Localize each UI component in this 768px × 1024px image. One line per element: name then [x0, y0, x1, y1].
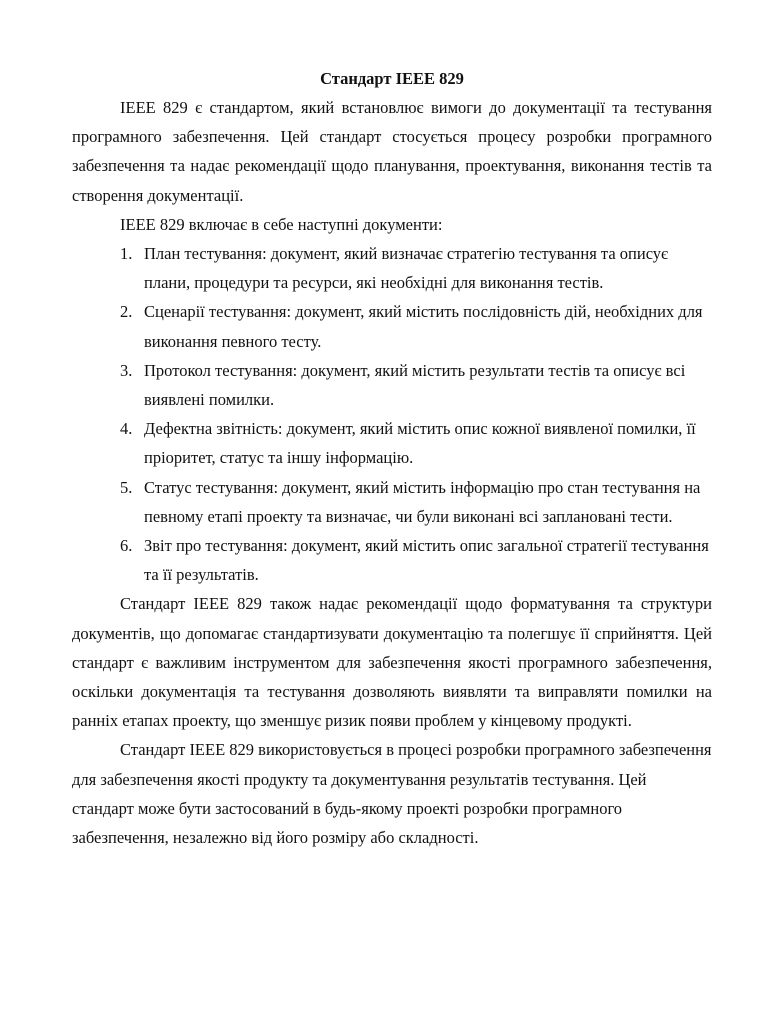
list-item — [72, 473, 712, 531]
formatting-paragraph: Стандарт IEEE 829 також надає рекомендації щодо форматування та структури документів, що допомагає стандартизувати документацію та полегшує її сприйняття. Цей стандарт є важливим інструментом для забезпечення якості програмного забезпечення, оскільки документація та тестування дозволяють виявляти та виправляти помилки на ранніх етапах проекту, що зменшує ризик появи проблем у кінцевому продукті. — [72, 594, 712, 731]
list-item-number: 5. — [120, 477, 133, 497]
list-item — [72, 414, 712, 472]
documents-list — [72, 239, 712, 589]
list-item — [72, 356, 712, 414]
document-page — [72, 64, 712, 852]
list-intro-paragraph: IEEE 829 включає в себе наступні документи: — [120, 214, 443, 234]
list-item-number: 6. — [120, 536, 133, 556]
document-title: Стандарт IEEE 829 — [320, 69, 464, 88]
list-item — [72, 531, 712, 589]
list-item — [72, 239, 712, 297]
list-item-text: План тестування: документ, який визначає стратегію тестування та описує плани, процедури та ресурси, які необхідні для виконання тестів. — [144, 244, 669, 293]
list-item-number: 2. — [120, 302, 133, 322]
list-item-text: Протокол тестування: документ, який містить результати тестів та описує всі виявлені помилки. — [144, 360, 686, 410]
list-item-text: Статус тестування: документ, який містить інформацію про стан тестування на певному етапі проекту та визначає, чи були виконані всі заплановані тести. — [144, 477, 701, 526]
list-item-text: Дефектна звітність: документ, який містить опис кожної виявленої помилки, її пріоритет, статус та іншу інформацію. — [144, 419, 696, 468]
list-item-text: Звіт про тестування: документ, який містить опис загальної стратегії тестування та її результатів. — [144, 536, 709, 585]
usage-paragraph: Стандарт IEEE 829 використовується в процесі розробки програмного забезпечення для забезпечення якості продукту та документування результатів тестування. Цей стандарт може бути застосований в будь-якому проекті розробки програмного забезпечення, незалежно від його розміру або складності. — [72, 740, 712, 848]
list-item-number: 1. — [120, 244, 133, 264]
list-item-text: Сценарії тестування: документ, який містить послідовність дій, необхідних для виконання певного тесту. — [144, 302, 703, 351]
list-item — [72, 297, 712, 355]
list-item-number: 4. — [120, 419, 133, 439]
intro-paragraph: IEEE 829 є стандартом, який встановлює вимоги до документації та тестування програмного забезпечення. Цей стандарт стосується процесу розробки програмного забезпечення та надає рекомендації щодо планування, проектування, виконання тестів та створення документації. — [72, 98, 712, 205]
list-item-number: 3. — [120, 360, 133, 380]
